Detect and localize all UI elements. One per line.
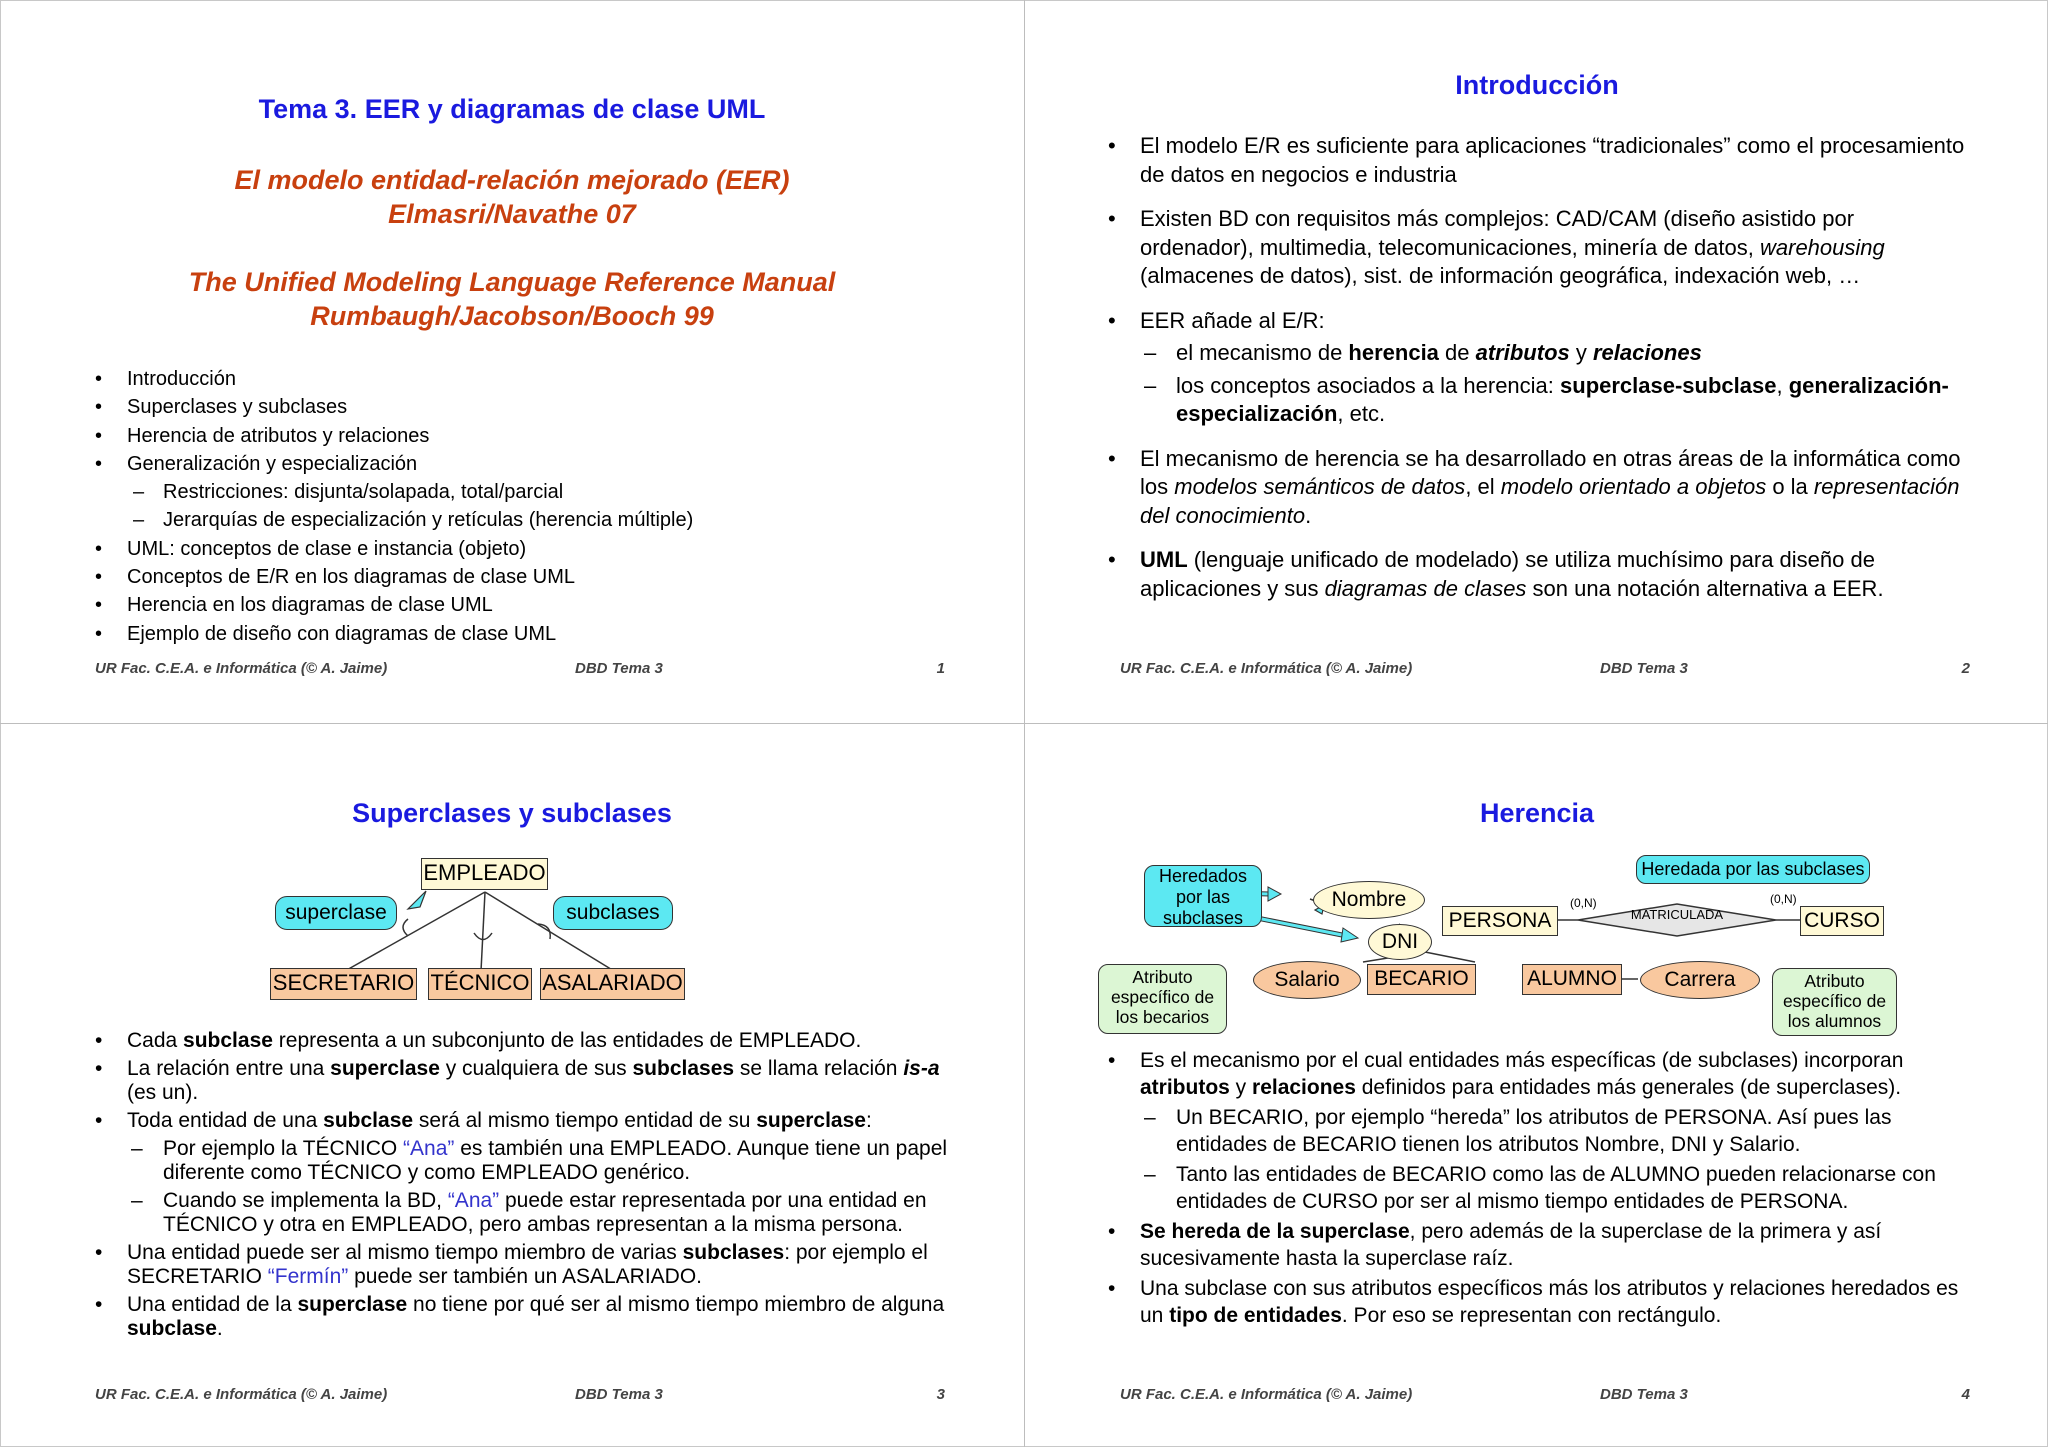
arrow-head: [1341, 928, 1358, 942]
slide-title: Tema 3. EER y diagramas de clase UML: [258, 94, 766, 124]
list-item: • Cada subclase representa a un subconjunto de las entidades de EMPLEADO.: [95, 1029, 862, 1052]
entity-curso: CURSO: [1800, 906, 1884, 936]
reference-line: El modelo entidad-relación mejorado (EER): [234, 165, 790, 195]
relationship-label: MATRICULADA: [1630, 907, 1724, 922]
hierarchy-line: [1425, 952, 1475, 962]
entity-persona: PERSONA: [1442, 906, 1558, 936]
footer-author: UR Fac. C.E.A. e Informática (© A. Jaime): [95, 1386, 388, 1403]
entity-tecnico: TÉCNICO: [428, 968, 532, 1000]
slide-4: [1025, 724, 2048, 1447]
connector-line: [481, 892, 485, 971]
list-item: • EER añade al E/R:: [1108, 307, 1325, 333]
list-item: • Generalización y especialización: [95, 452, 418, 475]
slide-title: Introducción: [1455, 70, 1619, 100]
list-item: • Ejemplo de diseño con diagramas de clase UML: [95, 622, 557, 645]
list-subitem: – Cuando se implementa la BD, “Ana” puede estar representada por una entidad en TÉCNICO y otra en EMPLEADO, pero ambas representan a la misma persona.: [131, 1189, 927, 1236]
list-item: • Una subclase con sus atributos específicos más los atributos y relaciones heredados es un tipo de entidades. Por eso se representan con rectángulo.: [1108, 1277, 1959, 1327]
list-item: • UML: conceptos de clase e instancia (objeto): [95, 537, 527, 560]
page-number: 1: [936, 660, 945, 677]
becario-attribute-callout: Atributo específico de los becarios: [1098, 964, 1227, 1034]
list-item: • Superclases y subclases: [95, 396, 348, 419]
footer-author: UR Fac. C.E.A. e Informática (© A. Jaime): [1120, 660, 1413, 677]
slide-2: [1025, 0, 2048, 723]
list-item: • Introducción: [95, 368, 236, 390]
list-subitem: – Tanto las entidades de BECARIO como las de ALUMNO pueden relacionarse con entidades de CURSO por ser al mismo tiempo entidades de PERSONA.: [1144, 1163, 1936, 1213]
list-item: • Es el mecanismo por el cual entidades más específicas (de subclases) incorporan atributos y relaciones definidos para entidades más generales (de superclases).: [1108, 1049, 1904, 1099]
bullet-list: [1108, 132, 1968, 603]
slide-title: Superclases y subclases: [352, 798, 672, 828]
list-subitem: – los conceptos asociados a la herencia: superclase-subclase, generalización-especialización, etc.: [1144, 372, 1949, 426]
list-item: • Existen BD con requisitos más complejos: CAD/CAM (diseño asistido por ordenador), multimedia, telecomunicaciones, minería de datos, warehousing (almacenes de datos), sist. de información geográfica, indexación web, …: [1108, 206, 1885, 288]
list-item: • El modelo E/R es suficiente para aplicaciones “tradicionales” como el procesamiento de datos en negocios e industria: [1108, 133, 1965, 187]
entity-becario: BECARIO: [1367, 964, 1476, 995]
reference-line: Rumbaugh/Jacobson/Booch 99: [310, 301, 714, 331]
inherited-attributes-callout: Heredados por las subclases: [1144, 865, 1262, 927]
inherited-relationship-callout: Heredada por las subclases: [1636, 855, 1870, 884]
list-item: • El mecanismo de herencia se ha desarrollado en otras áreas de la informática como los modelos semánticos de datos, el modelo orientado a objetos o la representación del conocimiento.: [1108, 445, 1961, 528]
superclase-callout: superclase: [275, 896, 397, 930]
alumno-attribute-callout: Atributo específico de los alumnos: [1772, 968, 1897, 1036]
entity-secretario: SECRETARIO: [270, 968, 417, 1000]
attribute-salario: Salario: [1253, 961, 1361, 999]
list-subitem: – Restricciones: disjunta/solapada, total/parcial: [133, 481, 564, 504]
list-item: • Se hereda de la superclase, pero además de la superclase de la primera y así sucesivamente hasta la superclase raíz.: [1108, 1220, 1882, 1270]
list-subitem: – Un BECARIO, por ejemplo “hereda” los atributos de PERSONA. Así pues las entidades de BECARIO tienen los atributos Nombre, DNI y Salario.: [1144, 1106, 1892, 1156]
slide-3: [0, 724, 1024, 1447]
callout-pointer: [408, 891, 426, 909]
entity-alumno: ALUMNO: [1522, 964, 1622, 995]
entity-asalariado: ASALARIADO: [540, 968, 685, 1000]
list-item: • Una entidad puede ser al mismo tiempo miembro de varias subclases: por ejemplo el SECRETARIO “Fermín” puede ser también un ASALARIADO.: [95, 1241, 928, 1288]
list-item: • La relación entre una superclase y cualquiera de sus subclases se llama relación is-a (es un).: [95, 1057, 940, 1104]
entity-empleado: EMPLEADO: [421, 858, 548, 890]
page-number: 3: [936, 1386, 945, 1403]
list-item: • Toda entidad de una subclase será al mismo tiempo entidad de su superclase:: [95, 1109, 872, 1132]
attribute-dni: DNI: [1368, 924, 1432, 960]
reference-line: Elmasri/Navathe 07: [388, 199, 636, 229]
cardinality-label: (0,N): [1570, 896, 1597, 910]
footer-course: DBD Tema 3: [1600, 1386, 1688, 1403]
list-item: • Herencia de atributos y relaciones: [95, 424, 430, 447]
page-number: 4: [1961, 1386, 1970, 1403]
list-subitem: – el mecanismo de herencia de atributos y relaciones: [1144, 340, 1702, 365]
list-item: • Herencia en los diagramas de clase UML: [95, 594, 493, 617]
subclases-callout: subclases: [553, 896, 673, 930]
footer-course: DBD Tema 3: [575, 660, 663, 677]
slide-title: Herencia: [1479, 798, 1595, 828]
footer-course: DBD Tema 3: [1600, 660, 1688, 677]
list-subitem: – Jerarquías de especialización y retículas (herencia múltiple): [133, 509, 694, 532]
footer-author: UR Fac. C.E.A. e Informática (© A. Jaime): [95, 660, 388, 677]
reference-line: The Unified Modeling Language Reference Manual: [188, 267, 836, 297]
list-item: • Conceptos de E/R en los diagramas de clase UML: [95, 566, 576, 589]
attribute-nombre: Nombre: [1313, 881, 1425, 919]
footer-course: DBD Tema 3: [575, 1386, 663, 1403]
attribute-carrera: Carrera: [1640, 961, 1760, 999]
cardinality-label: (0,N): [1770, 892, 1797, 906]
list-item: • UML (lenguaje unificado de modelado) se utiliza muchísimo para diseño de aplicaciones y sus diagramas de clases son una notación alternativa a EER.: [1108, 547, 1884, 601]
page-number: 2: [1961, 660, 1970, 677]
slide-1: [0, 0, 1024, 723]
list-subitem: – Por ejemplo la TÉCNICO “Ana” es también una EMPLEADO. Aunque tiene un papel diferente como TÉCNICO y como EMPLEADO genérico.: [131, 1137, 948, 1184]
contents-list: [95, 365, 955, 648]
subset-symbol: [403, 919, 408, 936]
bullet-list: [1108, 1048, 1963, 1329]
bullet-list: [95, 1029, 965, 1341]
arrow-head: [1268, 887, 1281, 901]
footer-author: UR Fac. C.E.A. e Informática (© A. Jaime): [1120, 1386, 1413, 1403]
list-item: • Una entidad de la superclase no tiene por qué ser al mismo tiempo miembro de alguna subclase.: [95, 1293, 945, 1340]
